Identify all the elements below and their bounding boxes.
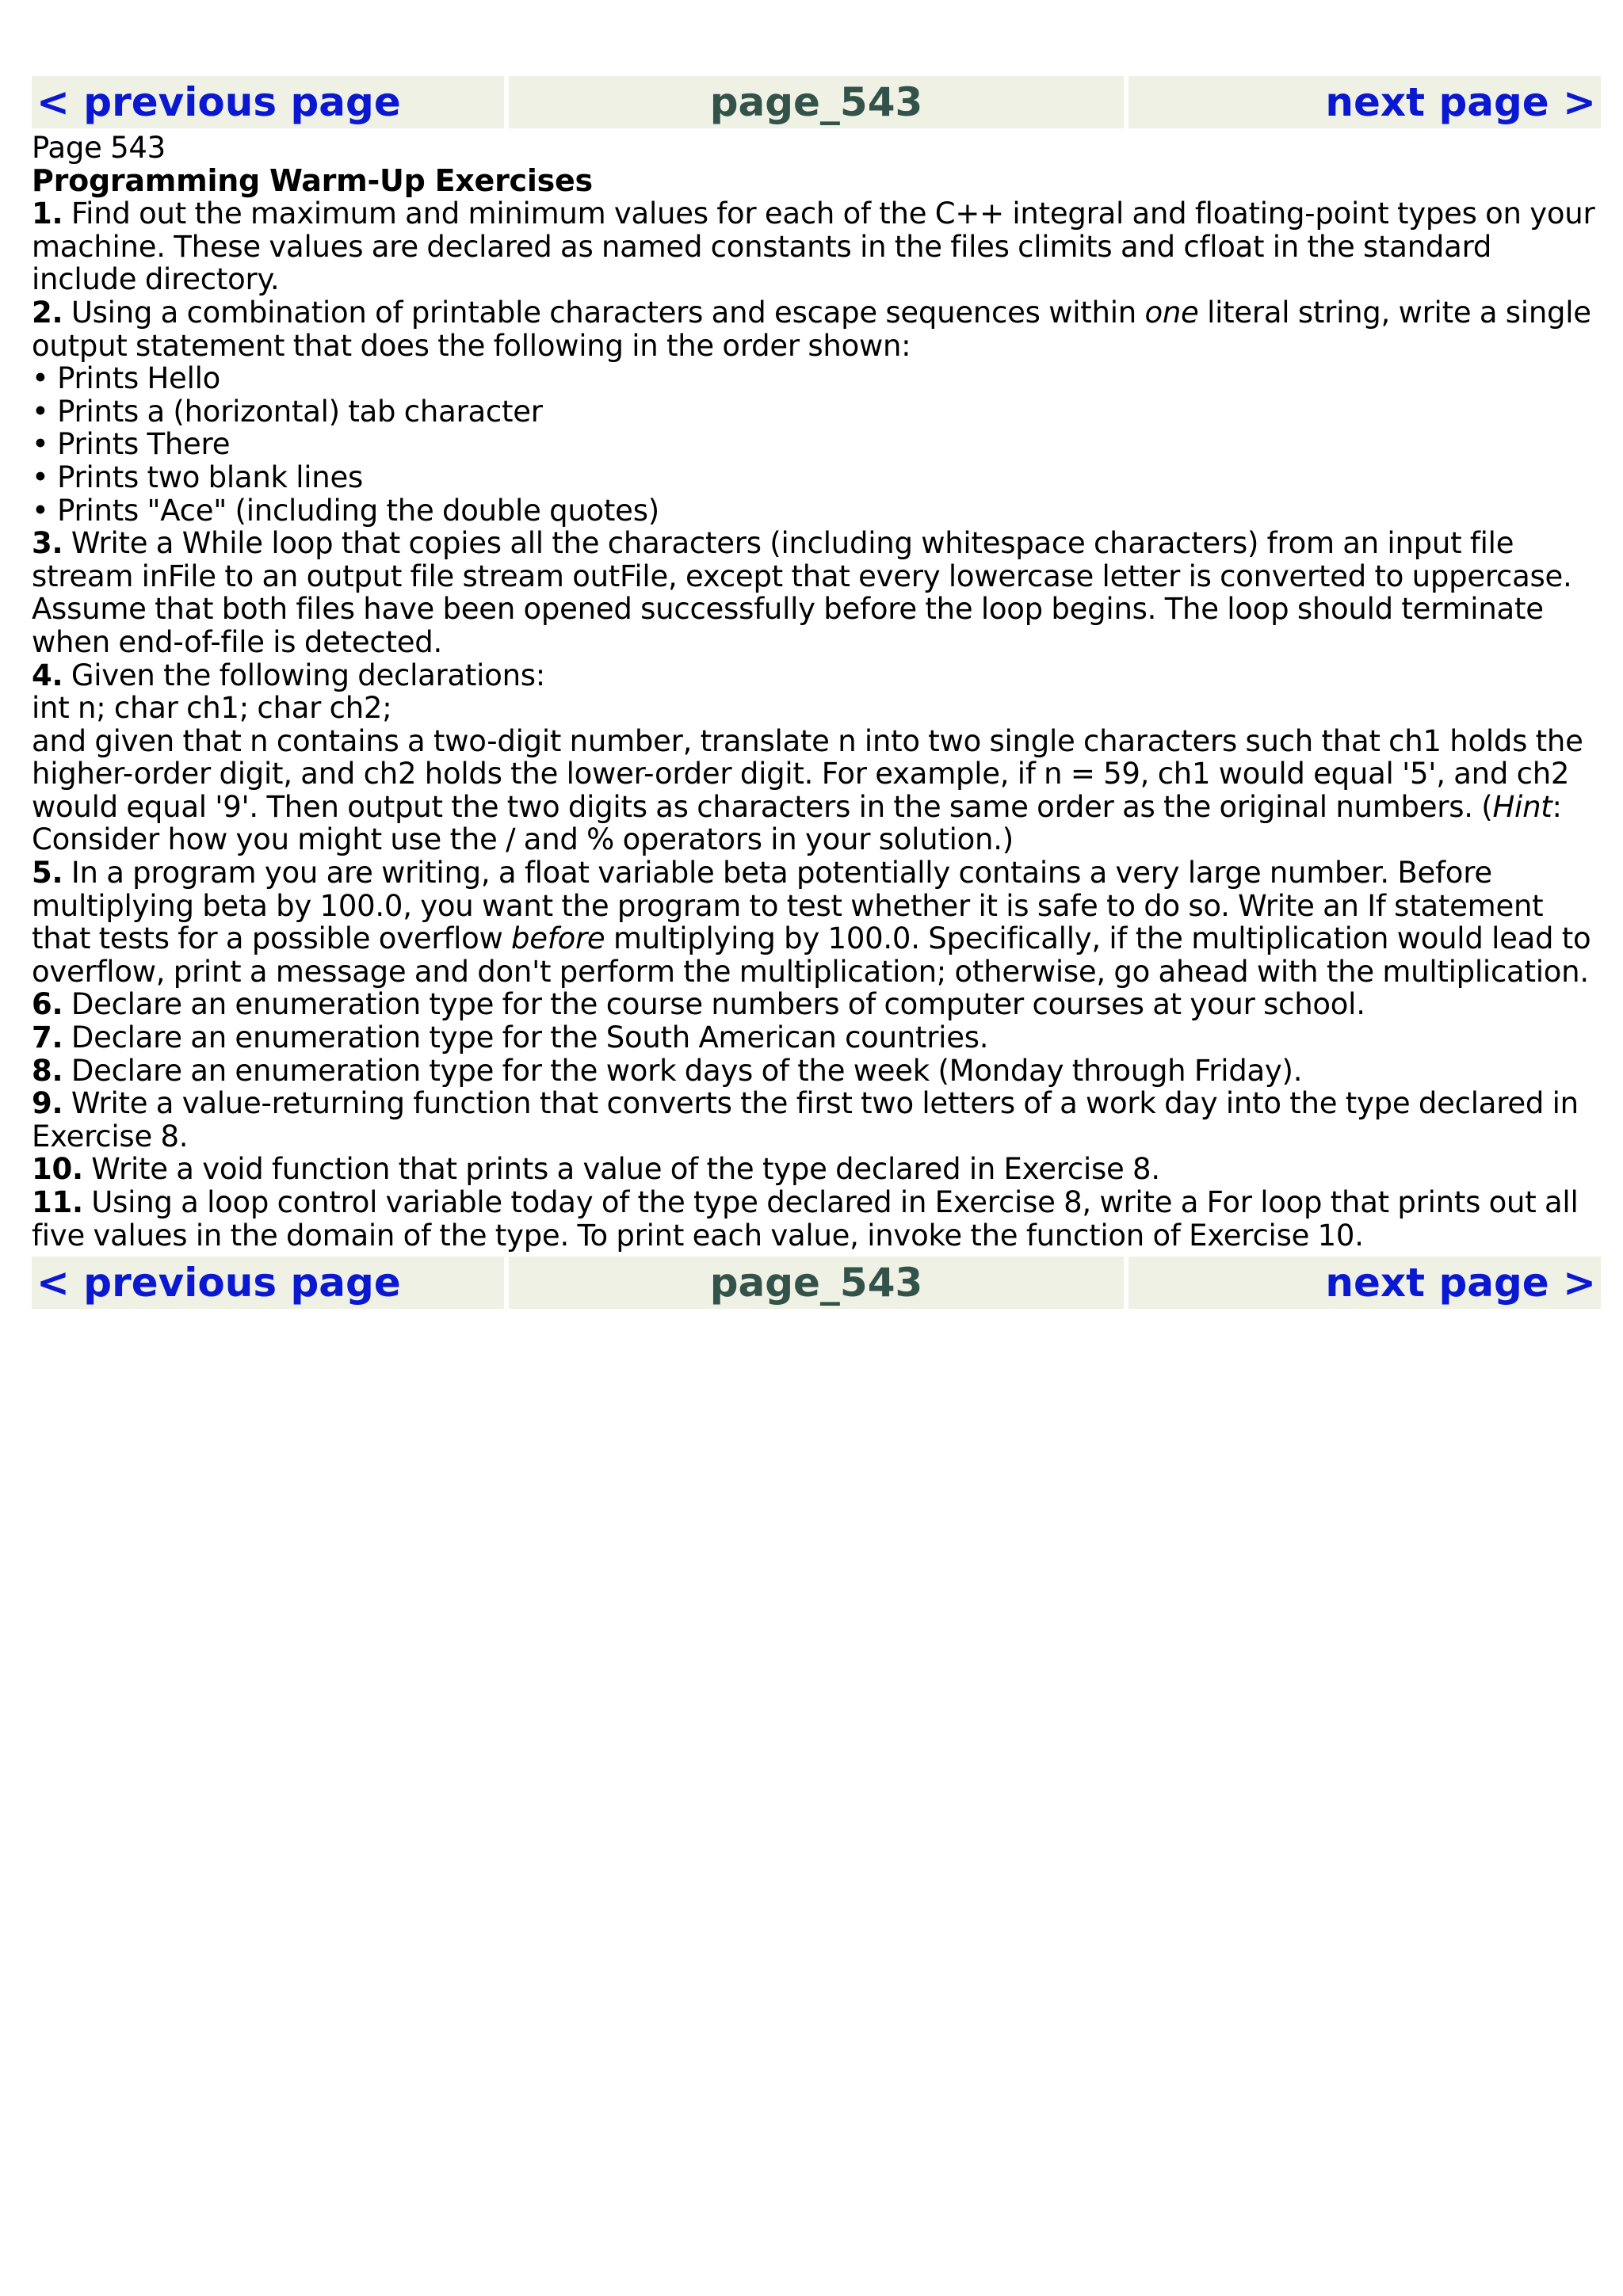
exercise-text: Declare an enumeration type for the work days of the week (Monday through Friday). [63, 1053, 1303, 1088]
emphasis-text: one [1144, 295, 1199, 330]
bottom-nav-next-cell [1128, 1257, 1601, 1309]
exercise-text: multiplying by 100.0. Specifically, if the multiplication would lead to overflow, print a message and don't perform the multiplication; otherwise, go ahead with the multiplication. [32, 921, 1591, 989]
top-previous-page-link[interactable]: < previous page [36, 79, 401, 125]
exercise-text: Given the following declarations: [63, 658, 546, 692]
page-label: Page 543 [32, 131, 166, 165]
exercise-text: Write a value-returning function that converts the first two letters of a work day into the type declared in Exercise 8. [32, 1086, 1579, 1154]
exercise-text: In a program you are writing, a float variable beta potentially contains a very large number. Before multiplying beta by 100.0, you want the program to test whether it is safe to do so. Write an If statement that tests for a possible overflow [32, 856, 1544, 956]
exercise-text: : Consider how you might use the / and % operators in your solution.) [32, 789, 1562, 857]
bullet-item: • Prints Hello [32, 361, 221, 396]
top-nav-bar [32, 76, 1601, 128]
exercise-1 [32, 197, 1601, 296]
exercise-11 [32, 1186, 1601, 1252]
bottom-page-id: page_543 [509, 1257, 1124, 1309]
exercise-text: literal string, write a single output statement that does the following in the order shown: [32, 295, 1591, 363]
exercise-number: 6. [32, 987, 63, 1022]
exercise-number: 10. [32, 1152, 83, 1187]
exercise-text: Write a While loop that copies all the characters (including whitespace characters) from an input file stream inFile to an output file stream outFile, except that every lowercase letter is converted to uppercase. Assume that both files have been opened successfully before the loop begins. The loop should terminate when end-of-file is detected. [32, 526, 1572, 659]
top-nav-next-cell [1128, 76, 1601, 128]
page-content [32, 128, 1601, 1257]
exercise-3 [32, 527, 1601, 658]
exercise-4-continued [32, 725, 1601, 856]
top-nav-prev-cell [32, 76, 504, 128]
exercise-number: 11. [32, 1185, 83, 1219]
bottom-next-page-link[interactable]: next page > [1325, 1260, 1596, 1306]
exercise-text: Declare an enumeration type for the course numbers of computer courses at your school. [63, 987, 1365, 1022]
exercise-7 [32, 1021, 1601, 1055]
exercise-8 [32, 1055, 1601, 1088]
page [32, 76, 1601, 1309]
exercise-text: and given that n contains a two-digit number, translate n into two single characters such that ch1 holds the higher-order digit, and ch2 holds the lower-order digit. For example, if n = 59, ch1 would equal '5', and ch2 would equal '9'. Then output the two digits as characters in the same order as the original numbers. ( [32, 723, 1583, 824]
exercise-9 [32, 1087, 1601, 1153]
exercise-text: Using a combination of printable characters and escape sequences within [63, 295, 1145, 330]
exercise-number: 7. [32, 1020, 63, 1055]
exercise-number: 3. [32, 526, 63, 561]
exercise-number: 5. [32, 856, 63, 891]
exercise-5 [32, 856, 1601, 988]
exercise-number: 8. [32, 1053, 63, 1088]
exercise-text: Find out the maximum and minimum values for each of the C++ integral and floating-point types on your machine. These values are declared as named constants in the files climits and cfloat in the standard include directory. [32, 196, 1595, 297]
bullet-item: • Prints two blank lines [32, 460, 364, 494]
bottom-previous-page-link[interactable]: < previous page [36, 1260, 401, 1306]
bottom-nav-bar [32, 1257, 1601, 1309]
exercise-number: 4. [32, 658, 63, 692]
top-page-id: page_543 [509, 76, 1124, 128]
exercise-text: Using a loop control variable today of the type declared in Exercise 8, write a For loop that prints out all five values in the domain of the type. To print each value, invoke the function of Exercise 10. [32, 1185, 1579, 1253]
bullet-item: • Prints a (horizontal) tab character [32, 394, 543, 429]
exercise-text: Declare an enumeration type for the South American countries. [63, 1020, 989, 1055]
top-next-page-link[interactable]: next page > [1325, 79, 1596, 125]
emphasis-text: before [511, 921, 605, 956]
exercise-number: 2. [32, 295, 63, 330]
section-title: Programming Warm-Up Exercises [32, 162, 593, 198]
exercise-6 [32, 988, 1601, 1021]
bullet-item: • Prints There [32, 427, 231, 462]
exercise-number: 1. [32, 196, 63, 231]
bullet-item: • Prints "Ace" (including the double quotes) [32, 493, 659, 528]
exercise-text: Write a void function that prints a value of the type declared in Exercise 8. [82, 1152, 1160, 1187]
exercise-4 [32, 659, 1601, 692]
exercise-10 [32, 1153, 1601, 1186]
bottom-nav-prev-cell [32, 1257, 504, 1309]
code-line: int n; char ch1; char ch2; [32, 691, 392, 726]
hint-label: Hint [1492, 789, 1552, 824]
exercise-2 [32, 296, 1601, 362]
exercise-number: 9. [32, 1086, 63, 1121]
